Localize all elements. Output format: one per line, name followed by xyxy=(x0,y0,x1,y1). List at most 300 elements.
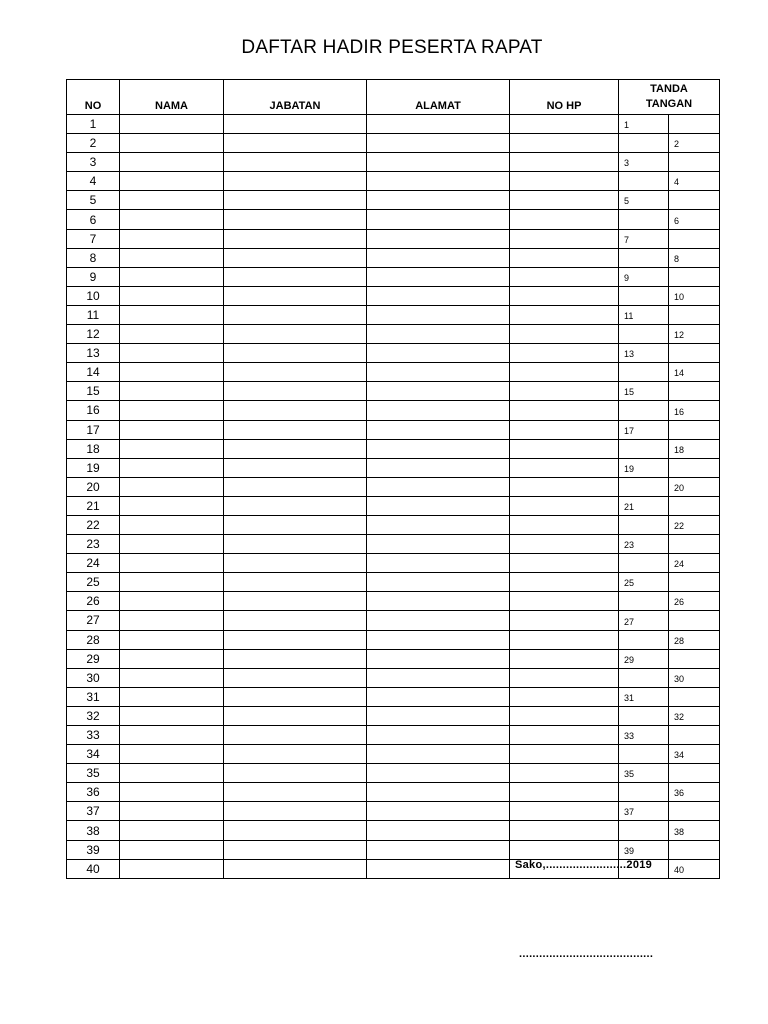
alamat-cell xyxy=(367,458,510,477)
table-row xyxy=(67,592,720,611)
jabatan-cell xyxy=(224,115,367,134)
signature-cell-left: 11 xyxy=(619,305,669,324)
nama-cell xyxy=(120,821,224,840)
table-row xyxy=(67,515,720,534)
signature-cell-right xyxy=(669,229,720,248)
table-row xyxy=(67,706,720,725)
row-number: 13 xyxy=(67,344,120,363)
alamat-cell xyxy=(367,592,510,611)
nama-cell xyxy=(120,344,224,363)
signature-cell-right: 34 xyxy=(669,745,720,764)
signature-cell-right: 22 xyxy=(669,515,720,534)
row-number: 9 xyxy=(67,267,120,286)
header-tanda-tangan xyxy=(619,80,720,115)
signature-cell-left xyxy=(619,668,669,687)
table-row xyxy=(67,325,720,344)
table-row xyxy=(67,210,720,229)
signature-cell-right: 6 xyxy=(669,210,720,229)
signature-cell-right xyxy=(669,840,720,859)
jabatan-cell xyxy=(224,554,367,573)
signature-cell-right: 18 xyxy=(669,439,720,458)
signature-cell-right: 24 xyxy=(669,554,720,573)
nama-cell xyxy=(120,783,224,802)
alamat-cell xyxy=(367,535,510,554)
alamat-cell xyxy=(367,477,510,496)
no-hp-cell xyxy=(510,229,619,248)
signature-cell-left xyxy=(619,248,669,267)
no-hp-cell xyxy=(510,172,619,191)
no-hp-cell xyxy=(510,706,619,725)
table-row xyxy=(67,439,720,458)
signature-cell-left: 7 xyxy=(619,229,669,248)
jabatan-cell xyxy=(224,706,367,725)
alamat-cell xyxy=(367,344,510,363)
jabatan-cell xyxy=(224,859,367,878)
alamat-cell xyxy=(367,764,510,783)
no-hp-cell xyxy=(510,687,619,706)
no-hp-cell xyxy=(510,115,619,134)
row-number: 5 xyxy=(67,191,120,210)
jabatan-cell xyxy=(224,726,367,745)
table-row xyxy=(67,115,720,134)
signature-cell-left xyxy=(619,286,669,305)
jabatan-cell xyxy=(224,649,367,668)
signature-cell-right xyxy=(669,191,720,210)
nama-cell xyxy=(120,592,224,611)
row-number: 32 xyxy=(67,706,120,725)
nama-cell xyxy=(120,611,224,630)
signature-cell-left: 3 xyxy=(619,153,669,172)
alamat-cell xyxy=(367,401,510,420)
row-number: 7 xyxy=(67,229,120,248)
table-row xyxy=(67,401,720,420)
signature-cell-left: 25 xyxy=(619,573,669,592)
table-row xyxy=(67,783,720,802)
row-number: 23 xyxy=(67,535,120,554)
row-number: 22 xyxy=(67,515,120,534)
signature-cell-right: 2 xyxy=(669,134,720,153)
signature-cell-left: 29 xyxy=(619,649,669,668)
header-no-hp: NO HP xyxy=(510,80,619,115)
table-row xyxy=(67,363,720,382)
header-alamat: ALAMAT xyxy=(367,80,510,115)
table-row xyxy=(67,668,720,687)
jabatan-cell xyxy=(224,840,367,859)
table-row xyxy=(67,630,720,649)
jabatan-cell xyxy=(224,515,367,534)
no-hp-cell xyxy=(510,363,619,382)
signature-cell-left: 19 xyxy=(619,458,669,477)
jabatan-cell xyxy=(224,325,367,344)
signature-cell-left: 39 xyxy=(619,840,669,859)
alamat-cell xyxy=(367,363,510,382)
signature-cell-left: 1 xyxy=(619,115,669,134)
nama-cell xyxy=(120,745,224,764)
row-number: 26 xyxy=(67,592,120,611)
signature-cell-right: 16 xyxy=(669,401,720,420)
table-row xyxy=(67,496,720,515)
row-number: 29 xyxy=(67,649,120,668)
alamat-cell xyxy=(367,305,510,324)
nama-cell xyxy=(120,305,224,324)
nama-cell xyxy=(120,573,224,592)
no-hp-cell xyxy=(510,344,619,363)
nama-cell xyxy=(120,668,224,687)
table-row xyxy=(67,420,720,439)
table-row xyxy=(67,611,720,630)
row-number: 11 xyxy=(67,305,120,324)
nama-cell xyxy=(120,802,224,821)
row-number: 39 xyxy=(67,840,120,859)
table-row xyxy=(67,286,720,305)
table-row xyxy=(67,229,720,248)
signature-cell-left xyxy=(619,821,669,840)
nama-cell xyxy=(120,325,224,344)
nama-cell xyxy=(120,191,224,210)
jabatan-cell xyxy=(224,496,367,515)
row-number: 24 xyxy=(67,554,120,573)
nama-cell xyxy=(120,477,224,496)
signature-cell-right xyxy=(669,649,720,668)
table-row xyxy=(67,477,720,496)
signature-cell-right xyxy=(669,611,720,630)
alamat-cell xyxy=(367,745,510,764)
signature-cell-right: 10 xyxy=(669,286,720,305)
nama-cell xyxy=(120,420,224,439)
jabatan-cell xyxy=(224,668,367,687)
jabatan-cell xyxy=(224,191,367,210)
jabatan-cell xyxy=(224,745,367,764)
alamat-cell xyxy=(367,229,510,248)
no-hp-cell xyxy=(510,668,619,687)
no-hp-cell xyxy=(510,496,619,515)
no-hp-cell xyxy=(510,305,619,324)
table-row xyxy=(67,305,720,324)
alamat-cell xyxy=(367,687,510,706)
alamat-cell xyxy=(367,382,510,401)
row-number: 14 xyxy=(67,363,120,382)
header-jabatan: JABATAN xyxy=(224,80,367,115)
signature-cell-left: 5 xyxy=(619,191,669,210)
nama-cell xyxy=(120,382,224,401)
table-row xyxy=(67,172,720,191)
row-number: 17 xyxy=(67,420,120,439)
nama-cell xyxy=(120,115,224,134)
alamat-cell xyxy=(367,153,510,172)
row-number: 1 xyxy=(67,115,120,134)
signature-cell-left xyxy=(619,439,669,458)
nama-cell xyxy=(120,286,224,305)
signature-cell-right xyxy=(669,305,720,324)
row-number: 35 xyxy=(67,764,120,783)
nama-cell xyxy=(120,554,224,573)
table-row xyxy=(67,191,720,210)
alamat-cell xyxy=(367,726,510,745)
signature-cell-left xyxy=(619,325,669,344)
header-nama: NAMA xyxy=(120,80,224,115)
alamat-cell xyxy=(367,439,510,458)
no-hp-cell xyxy=(510,286,619,305)
jabatan-cell xyxy=(224,592,367,611)
jabatan-cell xyxy=(224,420,367,439)
no-hp-cell xyxy=(510,840,619,859)
signature-cell-left: 17 xyxy=(619,420,669,439)
signature-cell-right: 26 xyxy=(669,592,720,611)
signature-cell-right: 28 xyxy=(669,630,720,649)
nama-cell xyxy=(120,267,224,286)
place-date: Sako,........................2019 xyxy=(515,859,653,871)
no-hp-cell xyxy=(510,210,619,229)
no-hp-cell xyxy=(510,802,619,821)
no-hp-cell xyxy=(510,153,619,172)
signature-cell-right xyxy=(669,764,720,783)
table-row xyxy=(67,134,720,153)
alamat-cell xyxy=(367,248,510,267)
table-row xyxy=(67,573,720,592)
signature-cell-left: 33 xyxy=(619,726,669,745)
signature-cell-left xyxy=(619,477,669,496)
no-hp-cell xyxy=(510,191,619,210)
table-row xyxy=(67,267,720,286)
no-hp-cell xyxy=(510,764,619,783)
no-hp-cell xyxy=(510,439,619,458)
jabatan-cell xyxy=(224,802,367,821)
table-row xyxy=(67,649,720,668)
signature-cell-right xyxy=(669,420,720,439)
attendance-table xyxy=(66,79,720,879)
alamat-cell xyxy=(367,420,510,439)
table-header-row xyxy=(67,80,720,115)
row-number: 37 xyxy=(67,802,120,821)
no-hp-cell xyxy=(510,382,619,401)
table-row xyxy=(67,745,720,764)
alamat-cell xyxy=(367,115,510,134)
signature-cell-left xyxy=(619,745,669,764)
nama-cell xyxy=(120,726,224,745)
signature-cell-right xyxy=(669,573,720,592)
header-tanda-line2: TANGAN xyxy=(645,98,693,110)
row-number: 36 xyxy=(67,783,120,802)
no-hp-cell xyxy=(510,134,619,153)
signature-cell-left: 13 xyxy=(619,344,669,363)
signature-cell-right: 20 xyxy=(669,477,720,496)
jabatan-cell xyxy=(224,630,367,649)
alamat-cell xyxy=(367,630,510,649)
signature-cell-left xyxy=(619,172,669,191)
signature-cell-left xyxy=(619,210,669,229)
jabatan-cell xyxy=(224,611,367,630)
row-number: 31 xyxy=(67,687,120,706)
jabatan-cell xyxy=(224,229,367,248)
jabatan-cell xyxy=(224,535,367,554)
nama-cell xyxy=(120,496,224,515)
header-no: NO xyxy=(67,80,120,115)
jabatan-cell xyxy=(224,363,367,382)
table-row xyxy=(67,687,720,706)
alamat-cell xyxy=(367,840,510,859)
signature-cell-left: 37 xyxy=(619,802,669,821)
row-number: 15 xyxy=(67,382,120,401)
signature-cell-right: 38 xyxy=(669,821,720,840)
table-row xyxy=(67,153,720,172)
alamat-cell xyxy=(367,611,510,630)
alamat-cell xyxy=(367,191,510,210)
signature-cell-right xyxy=(669,535,720,554)
signature-cell-right: 40 xyxy=(669,859,720,878)
row-number: 8 xyxy=(67,248,120,267)
signature-cell-right xyxy=(669,344,720,363)
table-body xyxy=(67,115,720,879)
signature-cell-left xyxy=(619,554,669,573)
signature-cell-left: 21 xyxy=(619,496,669,515)
row-number: 21 xyxy=(67,496,120,515)
signature-cell-left: 31 xyxy=(619,687,669,706)
signature-cell-right: 30 xyxy=(669,668,720,687)
signature-cell-right xyxy=(669,726,720,745)
signature-cell-left xyxy=(619,134,669,153)
alamat-cell xyxy=(367,286,510,305)
signature-cell-right xyxy=(669,115,720,134)
signature-cell-right: 8 xyxy=(669,248,720,267)
signature-cell-left xyxy=(619,363,669,382)
jabatan-cell xyxy=(224,382,367,401)
no-hp-cell xyxy=(510,554,619,573)
no-hp-cell xyxy=(510,611,619,630)
signature-cell-right: 4 xyxy=(669,172,720,191)
signature-cell-right xyxy=(669,687,720,706)
row-number: 16 xyxy=(67,401,120,420)
row-number: 4 xyxy=(67,172,120,191)
table-row xyxy=(67,726,720,745)
nama-cell xyxy=(120,687,224,706)
no-hp-cell xyxy=(510,267,619,286)
no-hp-cell xyxy=(510,401,619,420)
row-number: 2 xyxy=(67,134,120,153)
table-row xyxy=(67,458,720,477)
table-row xyxy=(67,554,720,573)
nama-cell xyxy=(120,764,224,783)
table-row xyxy=(67,248,720,267)
page-title: DAFTAR HADIR PESERTA RAPAT xyxy=(241,37,543,58)
nama-cell xyxy=(120,706,224,725)
signature-line: ........................................ xyxy=(519,948,654,960)
nama-cell xyxy=(120,458,224,477)
table-row xyxy=(67,821,720,840)
nama-cell xyxy=(120,840,224,859)
signature-cell-left: 35 xyxy=(619,764,669,783)
alamat-cell xyxy=(367,859,510,878)
jabatan-cell xyxy=(224,172,367,191)
signature-cell-right xyxy=(669,267,720,286)
row-number: 18 xyxy=(67,439,120,458)
alamat-cell xyxy=(367,573,510,592)
alamat-cell xyxy=(367,325,510,344)
signature-cell-left xyxy=(619,592,669,611)
no-hp-cell xyxy=(510,726,619,745)
row-number: 19 xyxy=(67,458,120,477)
alamat-cell xyxy=(367,134,510,153)
table-row xyxy=(67,764,720,783)
jabatan-cell xyxy=(224,477,367,496)
nama-cell xyxy=(120,229,224,248)
signature-cell-left xyxy=(619,783,669,802)
nama-cell xyxy=(120,210,224,229)
signature-cell-right xyxy=(669,458,720,477)
signature-cell-left: 27 xyxy=(619,611,669,630)
nama-cell xyxy=(120,535,224,554)
nama-cell xyxy=(120,439,224,458)
no-hp-cell xyxy=(510,458,619,477)
alamat-cell xyxy=(367,515,510,534)
alamat-cell xyxy=(367,668,510,687)
row-number: 28 xyxy=(67,630,120,649)
alamat-cell xyxy=(367,783,510,802)
table-row xyxy=(67,535,720,554)
nama-cell xyxy=(120,515,224,534)
nama-cell xyxy=(120,859,224,878)
signature-cell-left xyxy=(619,630,669,649)
row-number: 38 xyxy=(67,821,120,840)
no-hp-cell xyxy=(510,649,619,668)
nama-cell xyxy=(120,630,224,649)
jabatan-cell xyxy=(224,687,367,706)
signature-cell-left: 9 xyxy=(619,267,669,286)
jabatan-cell xyxy=(224,286,367,305)
jabatan-cell xyxy=(224,821,367,840)
signature-cell-right xyxy=(669,382,720,401)
signature-cell-left xyxy=(619,515,669,534)
jabatan-cell xyxy=(224,458,367,477)
alamat-cell xyxy=(367,210,510,229)
table-row xyxy=(67,382,720,401)
alamat-cell xyxy=(367,649,510,668)
no-hp-cell xyxy=(510,515,619,534)
nama-cell xyxy=(120,649,224,668)
row-number: 30 xyxy=(67,668,120,687)
row-number: 25 xyxy=(67,573,120,592)
no-hp-cell xyxy=(510,821,619,840)
alamat-cell xyxy=(367,267,510,286)
no-hp-cell xyxy=(510,745,619,764)
jabatan-cell xyxy=(224,344,367,363)
nama-cell xyxy=(120,401,224,420)
row-number: 3 xyxy=(67,153,120,172)
jabatan-cell xyxy=(224,305,367,324)
nama-cell xyxy=(120,172,224,191)
row-number: 34 xyxy=(67,745,120,764)
header-tanda-line1: TANDA xyxy=(650,83,688,95)
row-number: 33 xyxy=(67,726,120,745)
signature-cell-right xyxy=(669,496,720,515)
jabatan-cell xyxy=(224,401,367,420)
jabatan-cell xyxy=(224,267,367,286)
signature-cell-left xyxy=(619,706,669,725)
signature-cell-left: 15 xyxy=(619,382,669,401)
no-hp-cell xyxy=(510,325,619,344)
jabatan-cell xyxy=(224,134,367,153)
row-number: 27 xyxy=(67,611,120,630)
jabatan-cell xyxy=(224,573,367,592)
no-hp-cell xyxy=(510,573,619,592)
jabatan-cell xyxy=(224,439,367,458)
no-hp-cell xyxy=(510,477,619,496)
signature-cell-left xyxy=(619,401,669,420)
jabatan-cell xyxy=(224,783,367,802)
signature-cell-right: 12 xyxy=(669,325,720,344)
nama-cell xyxy=(120,363,224,382)
table-row xyxy=(67,802,720,821)
jabatan-cell xyxy=(224,153,367,172)
